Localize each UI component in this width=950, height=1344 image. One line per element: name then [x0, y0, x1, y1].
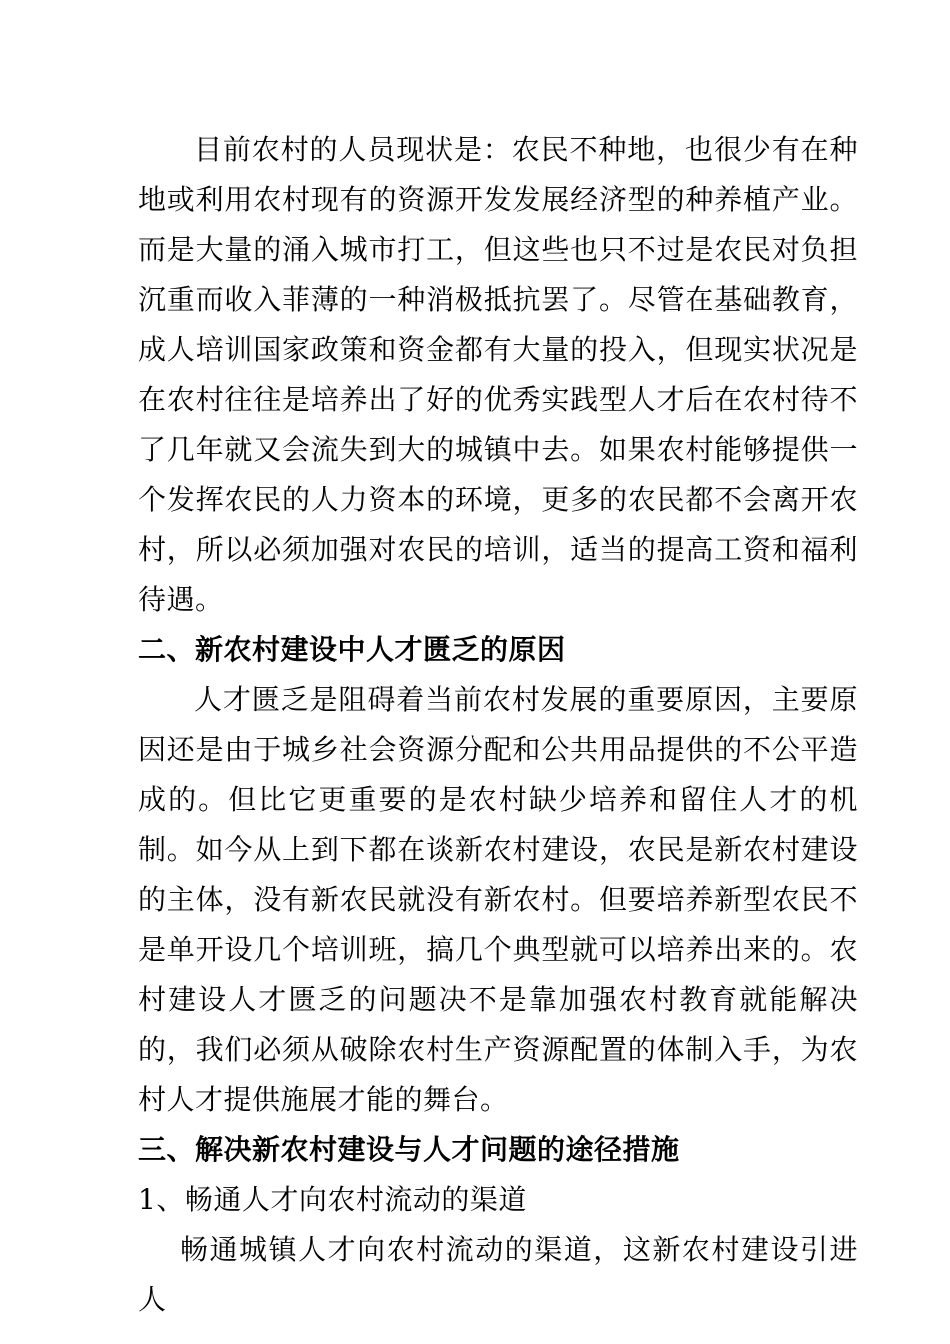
- section-heading-causes: 二、新农村建设中人才匮乏的原因: [138, 633, 566, 666]
- paragraph-talent-shortage: 人才匮乏是阻碍着当前农村发展的重要原因，主要原因还是由于城乡社会资源分配和公共用品提供的不公平造成的。但比它更重要的是农村缺少培养和留住人才的机制。如今从上到下都在谈新农村建设，农民是新农村建设的主体，没有新农民就没有新农村。但要培养新型农民不是单开设几个培训班，搞几个典型就可以培养出来的。农村建设人才匮乏的问题决不是靠加强农村教育就能解决的，我们必须从破除农村生产资源配置的体制入手，为农村人才提供施展才能的舞台。: [138, 683, 858, 1116]
- document-page: [138, 125, 858, 1325]
- subsection-heading-channels: 1、畅通人才向农村流动的渠道: [138, 1183, 527, 1216]
- paragraph-channels: 畅通城镇人才向农村流动的渠道，这新农村建设引进人: [138, 1233, 858, 1316]
- section-heading-measures: 三、解决新农村建设与人才问题的途径措施: [138, 1133, 680, 1166]
- paragraph-rural-status: 目前农村的人员现状是：农民不种地，也很少有在种地或利用农村现有的资源开发发展经济型的种养植产业。而是大量的涌入城市打工，但这些也只不过是农民对负担沉重而收入菲薄的一种消极抵抗罢了。尽管在基础教育，成人培训国家政策和资金都有大量的投入，但现实状况是在农村往往是培养出了好的优秀实践型人才后在农村待不了几年就又会流失到大的城镇中去。如果农村能够提供一个发挥农民的人力资本的环境，更多的农民都不会离开农村，所以必须加强对农民的培训，适当的提高工资和福利待遇。: [138, 133, 858, 616]
